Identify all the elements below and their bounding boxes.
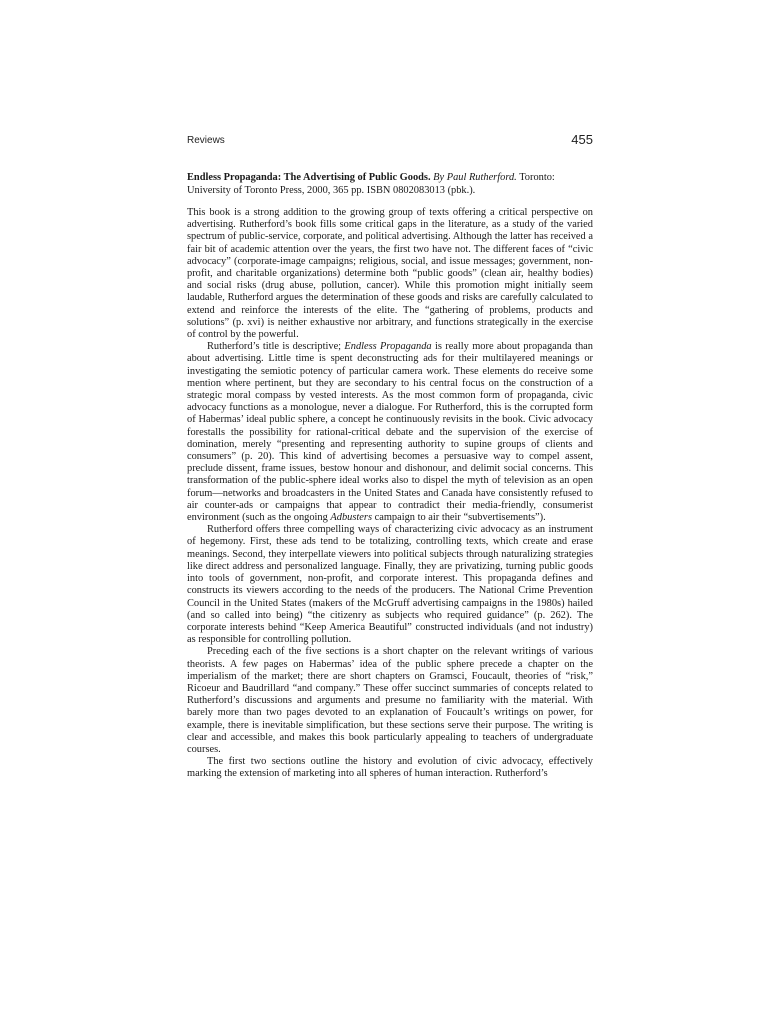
review-paragraph bbox=[187, 341, 593, 524]
review-paragraph bbox=[187, 756, 593, 780]
section-label: Reviews bbox=[187, 135, 225, 146]
book-title: Endless Propaganda: The Advertising of Public Goods. bbox=[187, 172, 431, 183]
paragraph-text: Rutherford offers three compelling ways of characterizing civic advocacy as an instrument of hegemony. First, these ads tend to be totalizing, controlling texts, which create and erase meanings. Second, they interpellate viewers into political subjects through naturalizing strategies like direct address and personalized language. Finally, they are privatizing, turning public goods into tools of government, non-profit, and corporate interest. This propaganda defines and constructs its viewers according to the needs of the producers. The National Crime Prevention Council in the United States (makers of the McGruff advertising campaigns in the 1980s) hailed (and so called into being) “the citizenry as subjects who required guidance” (p. 262). The corporate interests behind “Keep America Beautiful” constructed individuals (and not industry) as responsible for controlling pollution. bbox=[187, 524, 593, 646]
page-number: 455 bbox=[571, 132, 593, 147]
publication-details: Toronto: University of Toronto Press, 2000, 365 pp. ISBN 0802083013 (pbk.). bbox=[187, 172, 555, 196]
paragraph-text: campaign to air their “subvertisements”). bbox=[372, 512, 546, 524]
book-citation bbox=[187, 171, 593, 197]
book-author: By Paul Rutherford. bbox=[433, 172, 517, 183]
paragraph-text: Preceding each of the five sections is a short chapter on the relevant writings of various theorists. A few pages on Habermas’ idea of the public sphere precede a chapter on the imperialism of the market; there are short chapters on Gramsci, Foucault, theories of “risk,” Ricoeur and Baudrillard “and company.” These offer succinct summaries of concepts related to Rutherford’s discussions and arguments and presume no familiarity with the material. With barely more than two pages devoted to an explanation of Foucault’s writings on power, for example, there is inevitable simplification, but these sections serve their purpose. The writing is clear and accessible, and makes this book particularly appealing to teachers of undergraduate courses. bbox=[187, 646, 593, 755]
review-body bbox=[187, 207, 593, 781]
italic-title: Endless Propaganda bbox=[344, 341, 432, 353]
paragraph-text: Rutherford’s title is descriptive; bbox=[207, 341, 345, 353]
review-paragraph bbox=[187, 646, 593, 756]
paragraph-text: This book is a strong addition to the growing group of texts offering a critical perspective on advertising. Rutherford’s book fills some critical gaps in the literature, as a study of the varied spectrum of public-service, corporate, and political advertising. Although the latter has received a fair bit of academic attention over the years, the first two have not. The different faces of “civic advocacy” (corporate-image campaigns; religious, social, and issue messages; government, non-profit, and charitable organizations) determine both “public goods” (clean air, healthy bodies) and social risks (drug abuse, pollution, cancer). While this promotion might initially seem laudable, Rutherford argues the determination of these goods and risks are carefully calculated to extend and reinforce the interests of the elite. The “gathering of problems, products and solutions” (p. xvi) is neither exhaustive nor arbitrary, and functions strategically in the exercise of control by the powerful. bbox=[187, 207, 593, 341]
italic-title: Adbusters bbox=[330, 512, 372, 524]
paragraph-text: The first two sections outline the history and evolution of civic advocacy, effectively marking the extension of marketing into all spheres of human interaction. Rutherford’s bbox=[187, 756, 593, 780]
running-head bbox=[187, 134, 593, 150]
paragraph-text: is really more about propaganda than about advertising. Little time is spent deconstructing ads for their multilayered meanings or investigating the semiotic potency of particular camera work. These elements do receive some mention where pertinent, but they are secondary to his central focus on the construction of a strategic moral compass by vested interests. As the most common form of propaganda, civic advocacy functions as a monologue, never a dialogue. For Rutherford, this is the corrupted form of Habermas’ ideal public sphere, a concept he continuously revisits in the book. Civic advocacy forestalls the possibility for rational-critical debate and the supervision of the exercise of domination, merely “presenting and representing authority to supine groups of clients and consumers” (p. 20). This kind of advertising becomes a persuasive way to compel assent, preclude dissent, frame issues, bestow honour and dishonour, and delimit social concerns. This transformation of the public-sphere ideal works also to dispel the myth of television as an open forum—networks and broadcasters in the United States and Canada have consistently refused to air counter-ads or campaigns that appear to contradict their media-friendly, consumerist environment (such as the ongoing bbox=[187, 341, 593, 524]
review-paragraph bbox=[187, 524, 593, 646]
review-paragraph bbox=[187, 207, 593, 341]
